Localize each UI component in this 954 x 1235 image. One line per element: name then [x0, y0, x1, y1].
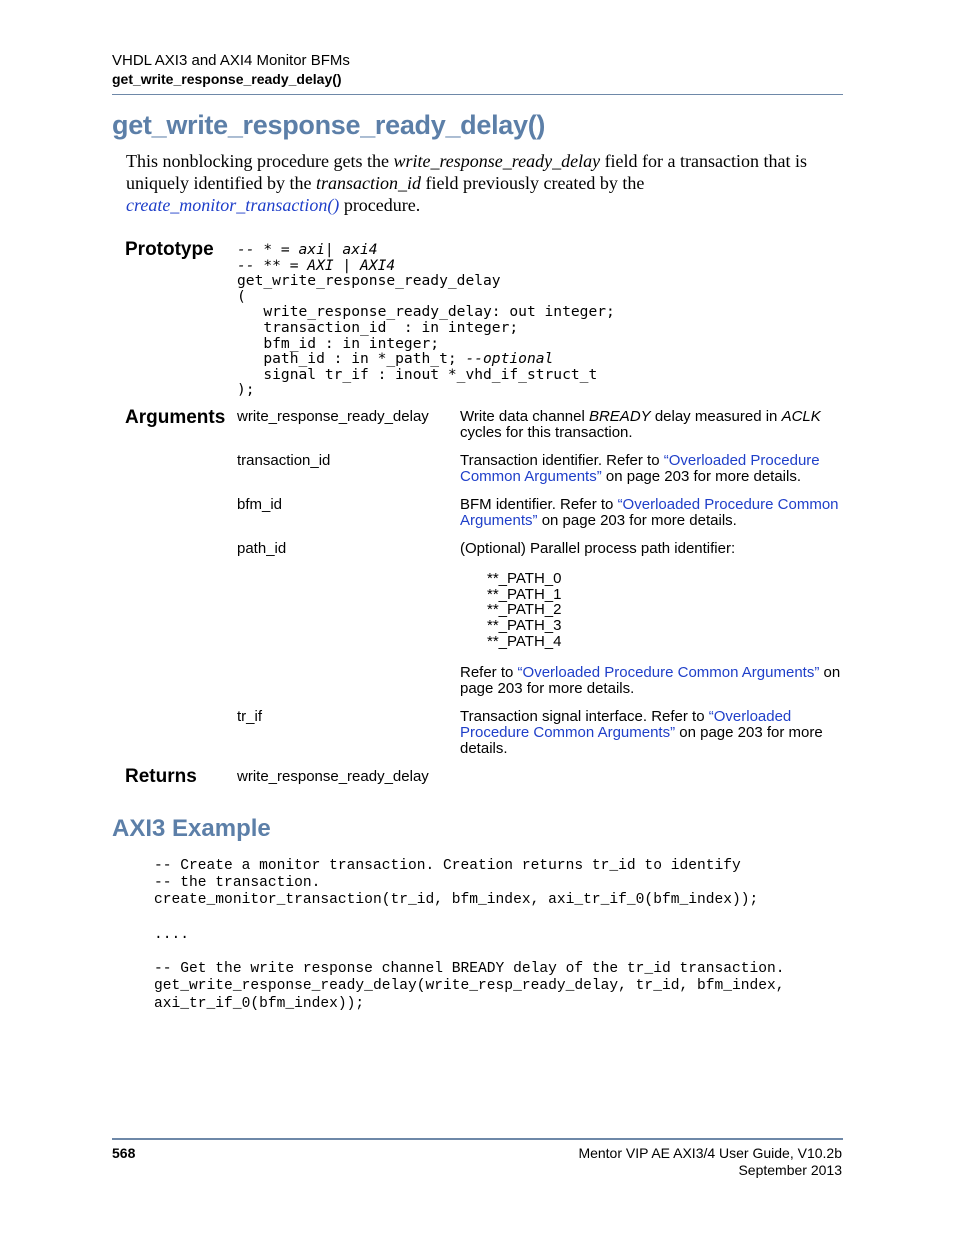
path-1: **_PATH_1 — [487, 585, 562, 603]
path-2: **_PATH_2 — [487, 601, 562, 619]
arg-name-write-response-ready-delay: write_response_ready_delay — [237, 408, 429, 425]
arg2-desc-1: Transaction identifier. Refer to — [460, 452, 664, 469]
footer-guide: Mentor VIP AE AXI3/4 User Guide, V10.2b — [578, 1145, 842, 1161]
arg3-overloaded-link[interactable]: “Overloaded Procedure Common Arguments” — [460, 496, 839, 529]
arg-desc-path-id: (Optional) Parallel process path identifier: — [460, 540, 736, 557]
arg1-aclk: ACLK — [781, 408, 821, 425]
arguments-label: Arguments — [125, 407, 226, 428]
example-line-4: .... — [154, 926, 190, 943]
intro-text-3: field previously created by the — [420, 173, 645, 193]
intro-paragraph — [126, 150, 846, 216]
prototype-line-4-comment: --optional — [465, 350, 554, 368]
example-line-6: get_write_response_ready_delay(write_resp_ready_delay, tr_id, bfm_index, — [154, 978, 785, 995]
arg-name-bfm-id: bfm_id — [237, 496, 283, 513]
arg4-overloaded-link[interactable]: “Overloaded Procedure Common Arguments” — [517, 664, 820, 681]
arg-desc-tr-if — [460, 709, 845, 756]
arg1-desc-3: cycles for this transaction. — [460, 423, 633, 441]
example-line-7: axi_tr_if_0(bfm_index)); — [154, 995, 365, 1012]
footer-rule — [112, 1138, 843, 1140]
arg2-overloaded-link[interactable]: “Overloaded Procedure Common Arguments” — [460, 452, 820, 485]
intro-text-1: This nonblocking procedure gets the — [126, 151, 394, 171]
arg3-desc-2: on page 203 for more details. — [537, 511, 737, 529]
prototype-label: Prototype — [125, 239, 214, 260]
example-line-3: create_monitor_transaction(tr_id, bfm_index, axi_tr_if_0(bfm_index)); — [154, 892, 759, 909]
prototype-open: ( — [237, 287, 246, 305]
footer-date: September 2013 — [738, 1162, 842, 1178]
arg3-desc-1: BFM identifier. Refer to — [460, 496, 618, 513]
intro-transaction-id: transaction_id — [315, 173, 421, 193]
arg2-desc-2: on page 203 for more details. — [601, 467, 802, 485]
running-header-section: get_write_response_ready_delay() — [112, 71, 342, 87]
intro-text-2: field for a transaction that is uniquely identified by the — [126, 151, 807, 193]
arg-name-tr-if: tr_if — [237, 708, 263, 725]
example-code — [154, 858, 785, 1013]
path-id-list — [487, 571, 561, 650]
prototype-comment-1: -- * = axi| axi4 — [237, 241, 378, 258]
path-3: **_PATH_3 — [487, 617, 562, 635]
intro-field: write_response_ready_delay — [393, 151, 601, 171]
returns-label: Returns — [125, 766, 197, 787]
prototype-line-3: bfm_id : in integer; — [237, 334, 440, 352]
arg1-bready: BREADY — [588, 408, 651, 425]
prototype-line-1: write_response_ready_delay: out integer; — [237, 303, 615, 321]
footer-info — [578, 1145, 842, 1179]
arg-desc-write-response-ready-delay — [460, 409, 845, 441]
page-number: 568 — [112, 1145, 136, 1161]
intro-text-4: procedure. — [339, 195, 421, 215]
prototype-line-4: path_id : in *_path_t; — [237, 350, 466, 368]
page-title: get_write_response_ready_delay() — [112, 110, 546, 140]
header-rule — [112, 94, 843, 95]
prototype-line-2: transaction_id : in integer; — [237, 318, 519, 336]
arg5-overloaded-link[interactable]: “Overloaded Procedure Common Arguments” — [460, 708, 792, 741]
arg4-refer-2: on page 203 for more details. — [460, 664, 841, 697]
arg-name-transaction-id: transaction_id — [237, 452, 331, 469]
path-4: **_PATH_4 — [487, 632, 562, 650]
prototype-line-5: signal tr_if : inout *_vhd_if_struct_t — [237, 365, 598, 383]
arg-desc-transaction-id — [460, 453, 845, 485]
arg-desc-bfm-id — [460, 497, 845, 529]
create-monitor-transaction-link[interactable]: create_monitor_transaction() — [126, 195, 340, 215]
running-header-chapter: VHDL AXI3 and AXI4 Monitor BFMs — [112, 52, 350, 69]
arg-name-path-id: path_id — [237, 540, 287, 557]
arg1-desc-1: Write data channel — [460, 408, 589, 425]
arg-desc-path-id-refer — [460, 665, 845, 697]
prototype-close: ); — [237, 381, 255, 399]
arg5-desc-2: on page 203 for more details. — [460, 723, 823, 757]
arg4-refer-1: Refer to — [460, 664, 518, 681]
prototype-comment-2: -- ** = AXI | AXI4 — [237, 256, 396, 274]
returns-value: write_response_ready_delay — [237, 768, 429, 785]
example-line-5: -- Get the write response channel BREADY delay of the tr_id transaction. — [154, 961, 785, 978]
prototype-name: get_write_response_ready_delay — [237, 272, 501, 290]
path-0: **_PATH_0 — [487, 570, 562, 587]
example-line-2: -- the transaction. — [154, 875, 321, 892]
example-line-1: -- Create a monitor transaction. Creation returns tr_id to identify — [154, 858, 741, 874]
arg5-desc-1: Transaction signal interface. Refer to — [460, 708, 709, 725]
example-heading: AXI3 Example — [112, 815, 271, 842]
prototype-code — [237, 242, 615, 398]
arg1-desc-2: delay measured in — [650, 408, 782, 425]
